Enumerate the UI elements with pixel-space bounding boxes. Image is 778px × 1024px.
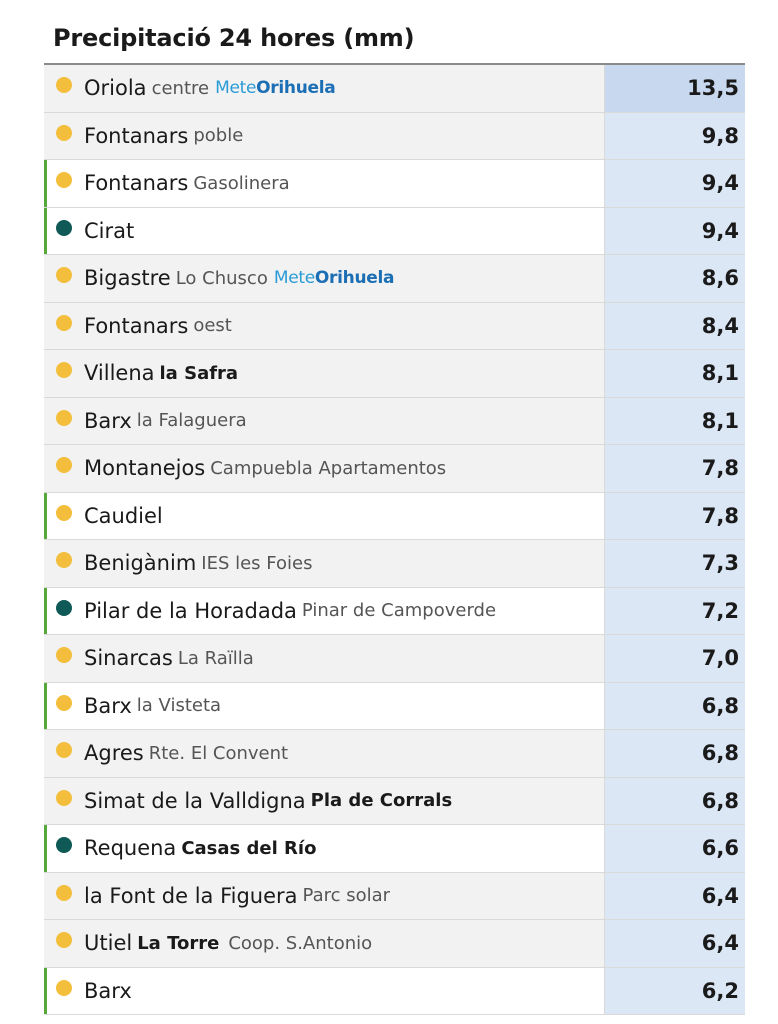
station-location: la Safra	[159, 362, 239, 384]
station-cell	[44, 208, 605, 255]
station-cell	[44, 350, 605, 397]
precipitation-value: 6,4	[605, 873, 745, 920]
sun-icon	[56, 980, 72, 996]
precipitation-value: 7,3	[605, 540, 745, 587]
sun-icon	[56, 790, 72, 806]
station-location: Gasolinera	[193, 172, 290, 194]
station-name: Barx	[84, 978, 132, 1003]
station-cell	[44, 825, 605, 872]
station-cell	[44, 303, 605, 350]
precipitation-value: 9,4	[605, 160, 745, 207]
station-location: Casas del Río	[181, 837, 317, 859]
station-name: Montanejos	[84, 456, 206, 481]
table-row[interactable]	[44, 873, 745, 921]
sun-icon	[56, 362, 72, 378]
station-location: la Falaguera	[136, 410, 247, 432]
table-row[interactable]	[44, 398, 745, 446]
table-row[interactable]	[44, 303, 745, 351]
precipitation-table	[44, 63, 745, 1015]
green-dot-icon	[56, 600, 72, 616]
sun-icon	[56, 315, 72, 331]
table-row[interactable]	[44, 778, 745, 826]
station-cell	[44, 778, 605, 825]
precipitation-value: 7,8	[605, 445, 745, 492]
station-cell	[44, 398, 605, 445]
station-name: Villena	[84, 361, 155, 386]
table-row[interactable]	[44, 493, 745, 541]
station-name: Utiel	[84, 931, 133, 956]
station-location: centre	[151, 77, 210, 99]
table-row[interactable]	[44, 730, 745, 778]
sun-icon	[56, 885, 72, 901]
precipitation-value: 6,8	[605, 683, 745, 730]
station-cell	[44, 968, 605, 1015]
sun-icon	[56, 695, 72, 711]
station-location: Rte. El Convent	[148, 742, 289, 764]
station-name: Barx	[84, 693, 132, 718]
station-location: la Visteta	[136, 695, 222, 717]
station-name: Requena	[84, 836, 177, 861]
sun-icon	[56, 267, 72, 283]
precipitation-value: 7,8	[605, 493, 745, 540]
logo-part: Mete	[273, 268, 315, 289]
table-row[interactable]	[44, 113, 745, 161]
station-name: Pilar de la Horadada	[84, 598, 297, 623]
precipitation-value: 7,2	[605, 588, 745, 635]
station-name: Fontanars	[84, 123, 189, 148]
station-location: Pinar de Campoverde	[301, 600, 497, 622]
table-row[interactable]	[44, 445, 745, 493]
table-row[interactable]	[44, 968, 745, 1016]
sun-icon	[56, 457, 72, 473]
station-cell	[44, 588, 605, 635]
sun-icon	[56, 410, 72, 426]
station-location: La Raïlla	[177, 647, 254, 669]
table-row[interactable]	[44, 683, 745, 731]
precipitation-value: 9,4	[605, 208, 745, 255]
station-location: oest	[193, 315, 232, 337]
table-row[interactable]	[44, 160, 745, 208]
station-location: La Torre	[137, 932, 220, 954]
station-location: Campuebla Apartamentos	[210, 457, 447, 479]
station-name: la Font de la Figuera	[84, 883, 298, 908]
station-name: Fontanars	[84, 313, 189, 338]
station-name: Cirat	[84, 218, 135, 243]
sun-icon	[56, 742, 72, 758]
precipitation-value: 6,2	[605, 968, 745, 1015]
station-location: Parc solar	[302, 885, 391, 907]
station-detail: Coop. S.Antonio	[228, 932, 373, 954]
precipitation-value: 8,4	[605, 303, 745, 350]
precipitation-value: 6,8	[605, 730, 745, 777]
station-location: Lo Chusco	[175, 267, 268, 289]
green-dot-icon	[56, 837, 72, 853]
table-row[interactable]	[44, 208, 745, 256]
station-cell	[44, 445, 605, 492]
sun-icon	[56, 647, 72, 663]
station-cell	[44, 730, 605, 777]
station-cell	[44, 113, 605, 160]
page-title: Precipitació 24 hores (mm)	[53, 24, 415, 52]
station-cell	[44, 255, 605, 302]
meteorihuela-logo[interactable]	[274, 268, 394, 288]
precipitation-value: 6,4	[605, 920, 745, 967]
table-row[interactable]	[44, 255, 745, 303]
station-name: Caudiel	[84, 503, 163, 528]
sun-icon	[56, 77, 72, 93]
sun-icon	[56, 505, 72, 521]
precipitation-value: 13,5	[605, 65, 745, 112]
station-name: Sinarcas	[84, 646, 173, 671]
station-name: Simat de la Valldigna	[84, 788, 306, 813]
station-cell	[44, 635, 605, 682]
table-row[interactable]	[44, 540, 745, 588]
station-cell	[44, 65, 605, 112]
station-name: Agres	[84, 741, 144, 766]
station-cell	[44, 493, 605, 540]
station-cell	[44, 920, 605, 967]
station-name: Benigànim	[84, 551, 197, 576]
green-dot-icon	[56, 220, 72, 236]
table-row[interactable]	[44, 350, 745, 398]
table-row[interactable]	[44, 920, 745, 968]
station-cell	[44, 540, 605, 587]
logo-part: Orihuela	[314, 268, 395, 289]
station-name: Barx	[84, 408, 132, 433]
precipitation-value: 6,8	[605, 778, 745, 825]
table-row[interactable]	[44, 635, 745, 683]
precipitation-value: 7,0	[605, 635, 745, 682]
station-name: Bigastre	[84, 266, 171, 291]
precipitation-value: 9,8	[605, 113, 745, 160]
station-cell	[44, 683, 605, 730]
station-cell	[44, 873, 605, 920]
table-row[interactable]	[44, 825, 745, 873]
station-cell	[44, 160, 605, 207]
precipitation-value: 8,6	[605, 255, 745, 302]
sun-icon	[56, 125, 72, 141]
logo-part: Mete	[215, 78, 257, 99]
sun-icon	[56, 932, 72, 948]
sun-icon	[56, 172, 72, 188]
sun-icon	[56, 552, 72, 568]
table-row[interactable]	[44, 65, 745, 113]
precipitation-value: 6,6	[605, 825, 745, 872]
precipitation-value: 8,1	[605, 350, 745, 397]
station-name: Oriola	[84, 76, 147, 101]
station-location: poble	[193, 125, 244, 147]
station-location: Pla de Corrals	[310, 790, 453, 812]
table-row[interactable]	[44, 588, 745, 636]
precipitation-value: 8,1	[605, 398, 745, 445]
station-location: IES les Foies	[201, 552, 313, 574]
station-name: Fontanars	[84, 171, 189, 196]
logo-part: Orihuela	[256, 78, 336, 99]
meteorihuela-logo[interactable]	[215, 78, 335, 98]
